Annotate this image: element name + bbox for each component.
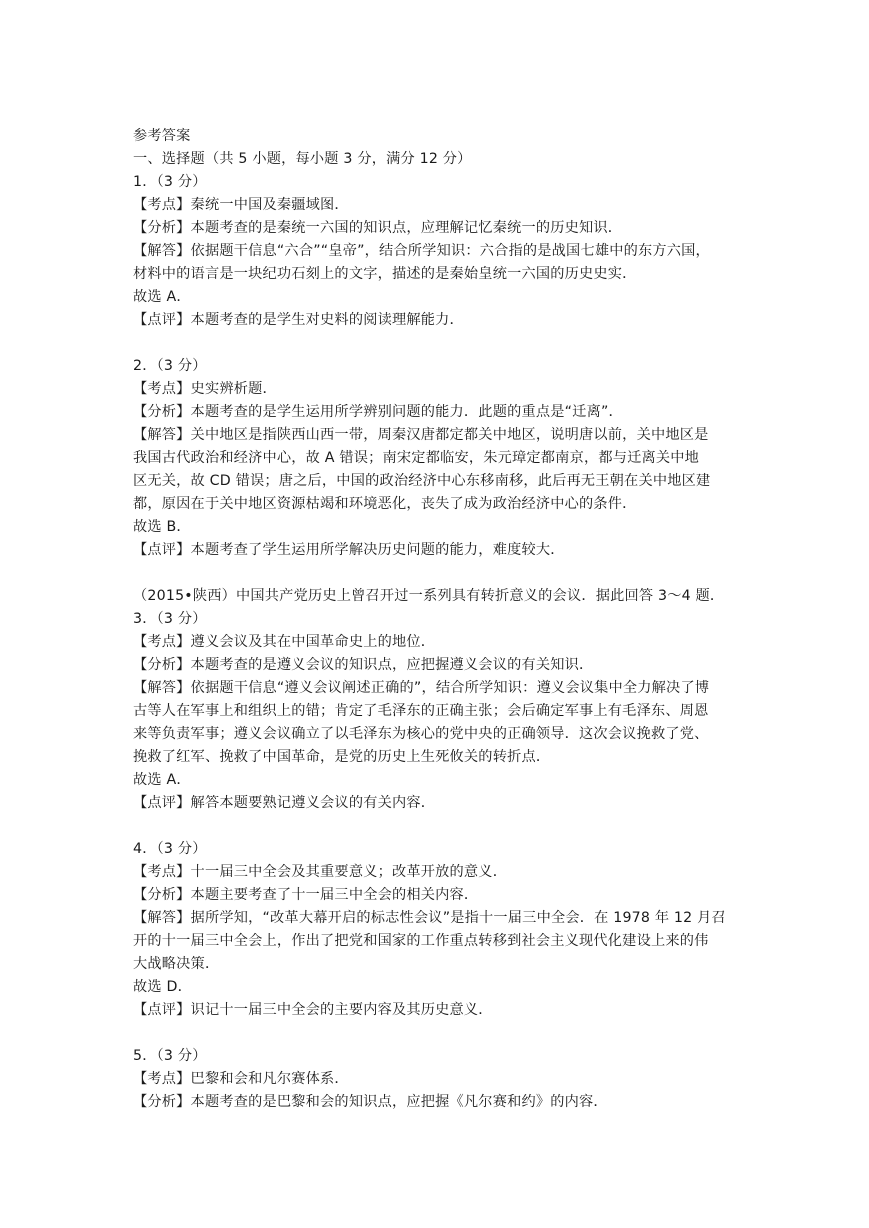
answer-line: 材料中的语言是一块纪功石刻上的文字，描述的是秦始皇统一六国的历史史实． xyxy=(133,266,637,282)
answer-line: 【分析】本题主要考查了十一届三中全会的相关内容． xyxy=(133,887,479,903)
answer-line: 故选 A． xyxy=(133,772,191,788)
spacer xyxy=(133,332,741,355)
question-intro: （2015•陕西）中国共产党历史上曾召开过一系列具有转折意义的会议．据此回答 3～4 题． xyxy=(133,588,725,604)
answer-line: 我国古代政治和经济中心，故 A 错误；南宋定都临安，朱元璋定都南京，都与迁离关中地 xyxy=(133,450,700,466)
answer-line: 都，原因在于关中地区资源枯竭和环境恶化，丧失了成为政治经济中心的条件． xyxy=(133,496,637,512)
answer-line: 古等人在军事上和组织上的错；肯定了毛泽东的正确主张；会后确定军事上有毛泽东、周恩 xyxy=(133,703,709,719)
question-3 xyxy=(133,585,741,815)
question-number: 5．（3 分） xyxy=(133,1048,207,1064)
answer-line: 【分析】本题考查的是学生运用所学辨别问题的能力．此题的重点是“迁离”． xyxy=(133,404,623,420)
question-number: 2．（3 分） xyxy=(133,358,207,374)
answer-line: 【解答】依据题干信息“遵义会议阐述正确的”，结合所学知识：遵义会议集中全力解决了博 xyxy=(133,680,710,696)
answer-line: 【解答】据所学知，“改革大幕开启的标志性会议”是指十一届三中全会．在 1978 年 12 月召 xyxy=(133,910,726,926)
answer-line: 区无关，故 CD 错误；唐之后，中国的政治经济中心东移南移，此后再无王朝在关中地区建 xyxy=(133,473,711,489)
answer-line: 故选 B． xyxy=(133,519,191,535)
section-heading: 一、选择题（共 5 小题，每小题 3 分，满分 12 分） xyxy=(133,151,472,167)
question-number: 4．（3 分） xyxy=(133,841,207,857)
answer-line: 挽救了红军、挽救了中国革命，是党的历史上生死攸关的转折点． xyxy=(133,749,551,765)
answer-line: 【点评】本题考查了学生运用所学解决历史问题的能力，难度较大． xyxy=(133,542,565,558)
answer-line: 【点评】识记十一届三中全会的主要内容及其历史意义． xyxy=(133,1002,493,1018)
answer-line: 【考点】遵义会议及其在中国革命史上的地位． xyxy=(133,634,436,650)
answer-document xyxy=(133,125,741,1114)
answer-line: 【解答】关中地区是指陕西山西一带，周秦汉唐都定都关中地区，说明唐以前，关中地区是 xyxy=(133,427,709,443)
answer-line: 【解答】依据题干信息“六合”“皇帝”，结合所学知识：六合指的是战国七雄中的东方六国， xyxy=(133,243,710,259)
answer-line: 来等负责军事；遵义会议确立了以毛泽东为核心的党中央的正确领导．这次会议挽救了党、 xyxy=(133,726,709,742)
answer-line: 【点评】解答本题要熟记遵义会议的有关内容． xyxy=(133,795,436,811)
answer-line: 故选 A． xyxy=(133,289,191,305)
answer-line: 【分析】本题考查的是巴黎和会的知识点，应把握《凡尔赛和约》的内容． xyxy=(133,1094,608,1110)
answer-line: 【考点】十一届三中全会及其重要意义；改革开放的意义． xyxy=(133,864,508,880)
question-2 xyxy=(133,355,741,562)
spacer xyxy=(133,815,741,838)
answer-line: 【点评】本题考查的是学生对史料的阅读理解能力． xyxy=(133,312,464,328)
answer-line: 大战略决策． xyxy=(133,956,220,972)
question-5 xyxy=(133,1045,741,1114)
question-4 xyxy=(133,838,741,1022)
answer-line: 【考点】巴黎和会和凡尔赛体系． xyxy=(133,1071,349,1087)
answer-line: 【分析】本题考查的是遵义会议的知识点，应把握遵义会议的有关知识． xyxy=(133,657,594,673)
answer-line: 故选 D． xyxy=(133,979,192,995)
spacer xyxy=(133,1022,741,1045)
answer-line: 【分析】本题考查的是秦统一六国的知识点，应理解记忆秦统一的历史知识． xyxy=(133,220,623,236)
question-number: 1．（3 分） xyxy=(133,174,207,190)
document-title: 参考答案 xyxy=(133,128,191,144)
question-number: 3．（3 分） xyxy=(133,611,207,627)
question-1 xyxy=(133,171,741,332)
answer-line: 开的十一届三中全会上，作出了把党和国家的工作重点转移到社会主义现代化建设上来的伟 xyxy=(133,933,709,949)
answer-line: 【考点】秦统一中国及秦疆域图． xyxy=(133,197,349,213)
spacer xyxy=(133,562,741,585)
answer-line: 【考点】史实辨析题． xyxy=(133,381,277,397)
